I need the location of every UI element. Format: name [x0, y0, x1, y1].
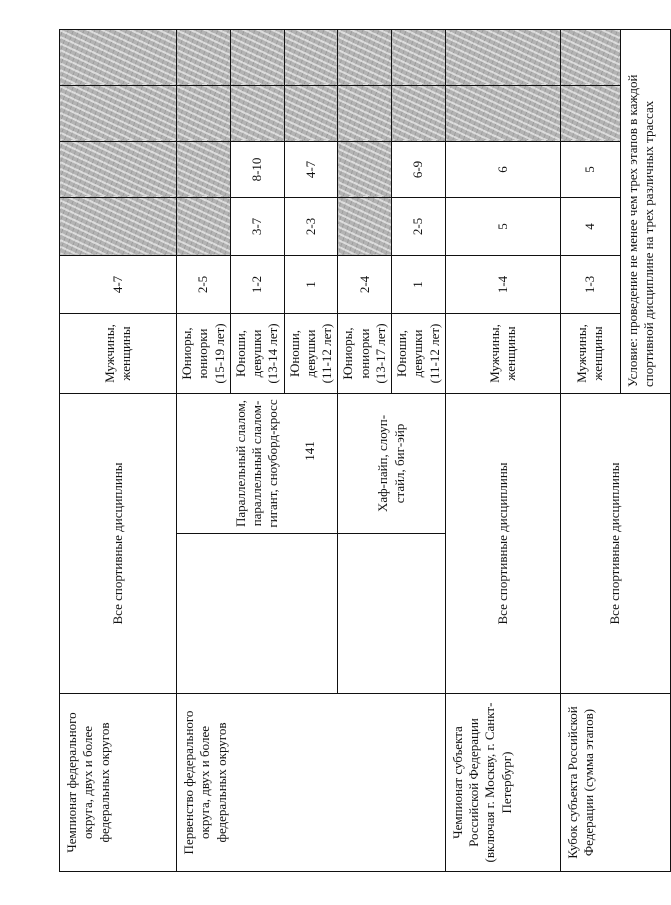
shaded-cell — [392, 29, 446, 85]
group-cell: Юноши, девушки (13-14 лет) — [230, 313, 284, 393]
places-cell: 2-5 — [177, 255, 231, 313]
shaded-cell — [392, 85, 446, 141]
table-row — [60, 29, 177, 871]
group-cell: Юниоры, юниорки (15-19 лет) — [177, 313, 231, 393]
page-number: 141 — [301, 441, 317, 461]
shaded-cell — [338, 141, 392, 197]
table-row — [445, 29, 560, 871]
value-cell: 2-3 — [284, 197, 338, 255]
disciplines-cell: Параллельный слалом, параллельный слалом-гигант, сноуборд-кросс — [177, 393, 338, 533]
condition-note: Условие: проведение не менее чем трех этапов в каждой спортивной дисциплине на трех различных трассах — [620, 29, 670, 393]
value-cell: 4-7 — [284, 141, 338, 197]
shaded-cell — [230, 85, 284, 141]
shaded-cell — [338, 29, 392, 85]
places-cell: 4-7 — [60, 255, 177, 313]
table-row — [177, 29, 231, 871]
shaded-cell — [60, 85, 177, 141]
value-cell: 4 — [560, 197, 620, 255]
competition-cell: Чемпионат федерального округа, двух и более федеральных округов — [60, 694, 177, 872]
shaded-cell — [177, 141, 231, 197]
sports-ranking-table — [59, 29, 671, 872]
table-row — [560, 29, 620, 871]
places-cell: 1-2 — [230, 255, 284, 313]
group-cell: Юноши, девушки (11-12 лет) — [392, 313, 446, 393]
blank-cell — [177, 534, 338, 694]
value-cell: 8-10 — [230, 141, 284, 197]
shaded-cell — [60, 141, 177, 197]
shaded-cell — [177, 197, 231, 255]
shaded-cell — [60, 29, 177, 85]
rotated-table-container — [59, 30, 656, 872]
shaded-cell — [177, 29, 231, 85]
shaded-cell — [338, 85, 392, 141]
places-cell: 2-4 — [338, 255, 392, 313]
value-cell: 3-7 — [230, 197, 284, 255]
disciplines-cell: Все спортивные дисциплины — [445, 393, 560, 693]
group-cell: Юноши, девушки (11-12 лет) — [284, 313, 338, 393]
shaded-cell — [284, 85, 338, 141]
value-cell: 5 — [445, 197, 560, 255]
shaded-cell — [338, 197, 392, 255]
places-cell: 1 — [392, 255, 446, 313]
shaded-cell — [560, 29, 620, 85]
shaded-cell — [230, 29, 284, 85]
value-cell: 2-5 — [392, 197, 446, 255]
competition-cell: Первенство федерального округа, двух и более федеральных округов — [177, 694, 446, 872]
group-cell: Юниоры, юниорки (13-17 лет) — [338, 313, 392, 393]
competition-cell: Кубок субъекта Российской Федерации (сумма этапов) — [560, 694, 670, 872]
places-cell: 1 — [284, 255, 338, 313]
group-cell: Мужчины, женщины — [445, 313, 560, 393]
value-cell: 6 — [445, 141, 560, 197]
disciplines-cell: Хаф-пайп, слоуп-стайл, биг-эйр — [338, 393, 446, 533]
value-cell: 6-9 — [392, 141, 446, 197]
competition-cell: Чемпионат субъекта Российской Федерации (включая г. Москву, г. Санкт-Петербург) — [445, 694, 560, 872]
shaded-cell — [284, 29, 338, 85]
places-cell: 1-3 — [560, 255, 620, 313]
shaded-cell — [560, 85, 620, 141]
value-cell: 5 — [560, 141, 620, 197]
shaded-cell — [445, 29, 560, 85]
group-cell: Мужчины, женщины — [560, 313, 620, 393]
group-cell: Мужчины, женщины — [60, 313, 177, 393]
shaded-cell — [177, 85, 231, 141]
disciplines-cell: Все спортивные дисциплины — [560, 393, 670, 693]
blank-cell — [338, 534, 446, 694]
places-cell: 1-4 — [445, 255, 560, 313]
disciplines-cell: Все спортивные дисциплины — [60, 393, 177, 693]
shaded-cell — [60, 197, 177, 255]
shaded-cell — [445, 85, 560, 141]
